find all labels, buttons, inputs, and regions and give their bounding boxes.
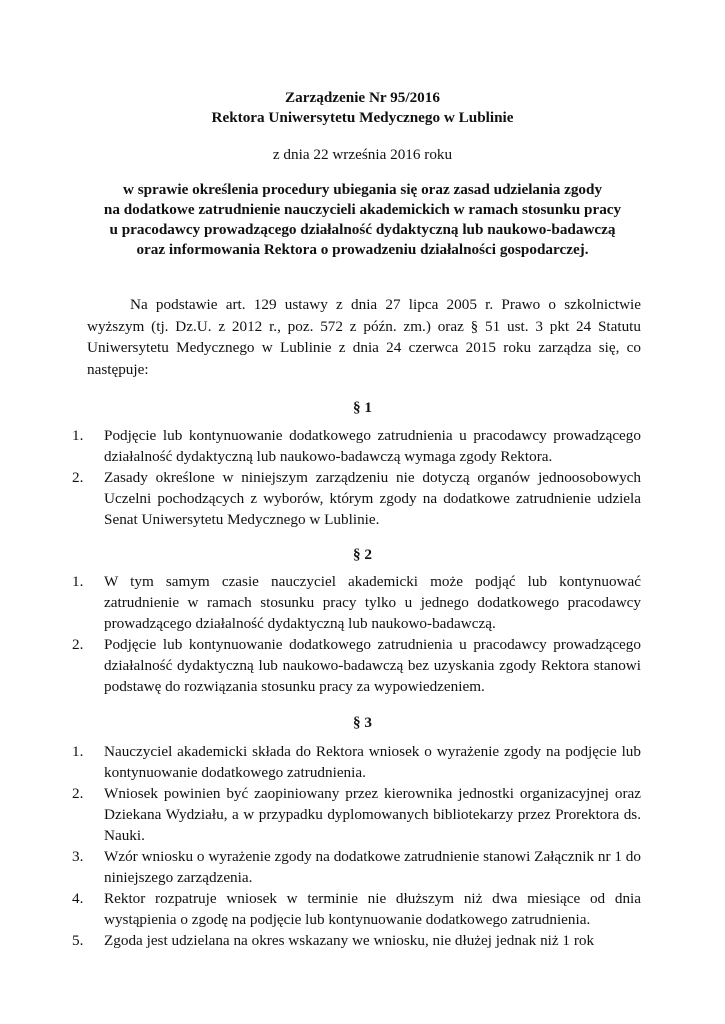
subject-line: na dodatkowe zatrudnienie nauczycieli akademickich w ramach stosunku pracy	[103, 201, 622, 218]
list-item	[60, 888, 641, 930]
item-number: 4.	[72, 890, 84, 907]
item-text: Zasady określone w niniejszym zarządzeniu nie dotyczą organów jednoosobowych Uczelni pochodzących z wyborów, którym zgody na dodatkowe zatrudnienie udziela Senat Uniwersytetu Medycznego w Lublinie.	[104, 469, 641, 528]
item-text: Zgoda jest udzielana na okres wskazany we wniosku, nie dłużej jednak niż 1 rok	[104, 932, 595, 949]
item-text: Nauczyciel akademicki składa do Rektora wniosek o wyrażenie zgody na podjęcie lub kontynuowanie dodatkowego zatrudnienia.	[104, 743, 641, 781]
list-item	[60, 571, 641, 634]
list-item	[60, 634, 641, 697]
section-3-title: § 3	[353, 714, 372, 731]
document-subject	[0, 180, 725, 260]
item-number: 5.	[72, 932, 84, 949]
preamble-paragraph: Na podstawie art. 129 ustawy z dnia 27 lipca 2005 r. Prawo o szkolnictwie wyższym (tj. Dz.U. z 2012 r., poz. 572 z późn. zm.) oraz § 51 ust. 3 pkt 24 Statutu Uniwersytetu Medycznego w Lublinie z dnia 24 czerwca 2015 roku zarządza się, co następuje:	[87, 296, 641, 378]
item-number: 1.	[72, 743, 84, 760]
document-title	[0, 88, 725, 128]
subject-line: oraz informowania Rektora o prowadzeniu działalności gospodarczej.	[136, 241, 589, 258]
item-text: Podjęcie lub kontynuowanie dodatkowego zatrudnienia u pracodawcy prowadzącego działalność dydaktyczną lub naukowo-badawczą wymaga zgody Rektora.	[104, 427, 641, 465]
section-1-title: § 1	[353, 399, 372, 416]
item-text: Wniosek powinien być zaopiniowany przez kierownika jednostki organizacyjnej oraz Dziekana Wydziału, a w przypadku dyplomowanych bibliotekarzy przez Prorektora ds. Nauki.	[104, 785, 641, 844]
list-item	[60, 846, 641, 888]
item-number: 3.	[72, 848, 84, 865]
item-number: 1.	[72, 573, 84, 590]
list-item	[60, 783, 641, 846]
subject-line: w sprawie określenia procedury ubiegania się oraz zasad udzielania zgody	[122, 181, 603, 198]
item-text: Rektor rozpatruje wniosek w terminie nie dłuższym niż dwa miesiące od dnia wystąpienia o zgodę na podjęcie lub kontynuowanie dodatkowego zatrudnienia.	[104, 890, 641, 928]
section-1-list	[60, 425, 641, 530]
item-number: 2.	[72, 636, 84, 653]
item-text: Wzór wniosku o wyrażenie zgody na dodatkowe zatrudnienie stanowi Załącznik nr 1 do niniejszego zarządzenia.	[104, 848, 641, 886]
item-text: Podjęcie lub kontynuowanie dodatkowego zatrudnienia u pracodawcy prowadzącego działalność dydaktyczną lub naukowo-badawczą bez uzyskania zgody Rektora stanowi podstawę do rozwiązania stosunku pracy za wypowiedzeniem.	[104, 636, 641, 695]
section-2-title: § 2	[353, 546, 372, 563]
title-line: Zarządzenie Nr 95/2016	[285, 89, 440, 106]
list-item	[60, 467, 641, 530]
document-date: z dnia 22 września 2016 roku	[272, 146, 453, 163]
subject-line: u pracodawcy prowadzącego działalność dydaktyczną lub naukowo-badawczą	[109, 221, 616, 238]
item-number: 2.	[72, 785, 84, 802]
item-text: W tym samym czasie nauczyciel akademicki może podjąć lub kontynuować zatrudnienie w ramach stosunku pracy tylko u jednego dodatkowego pracodawcy prowadzącego działalność dydaktyczną lub naukowo-badawczą.	[104, 573, 641, 632]
section-3-list	[60, 741, 641, 951]
item-number: 1.	[72, 427, 84, 444]
item-number: 2.	[72, 469, 84, 486]
list-item	[60, 930, 641, 951]
section-2-list	[60, 571, 641, 697]
issuer-line: Rektora Uniwersytetu Medycznego w Lublinie	[211, 109, 514, 126]
list-item	[60, 741, 641, 783]
list-item	[60, 425, 641, 467]
